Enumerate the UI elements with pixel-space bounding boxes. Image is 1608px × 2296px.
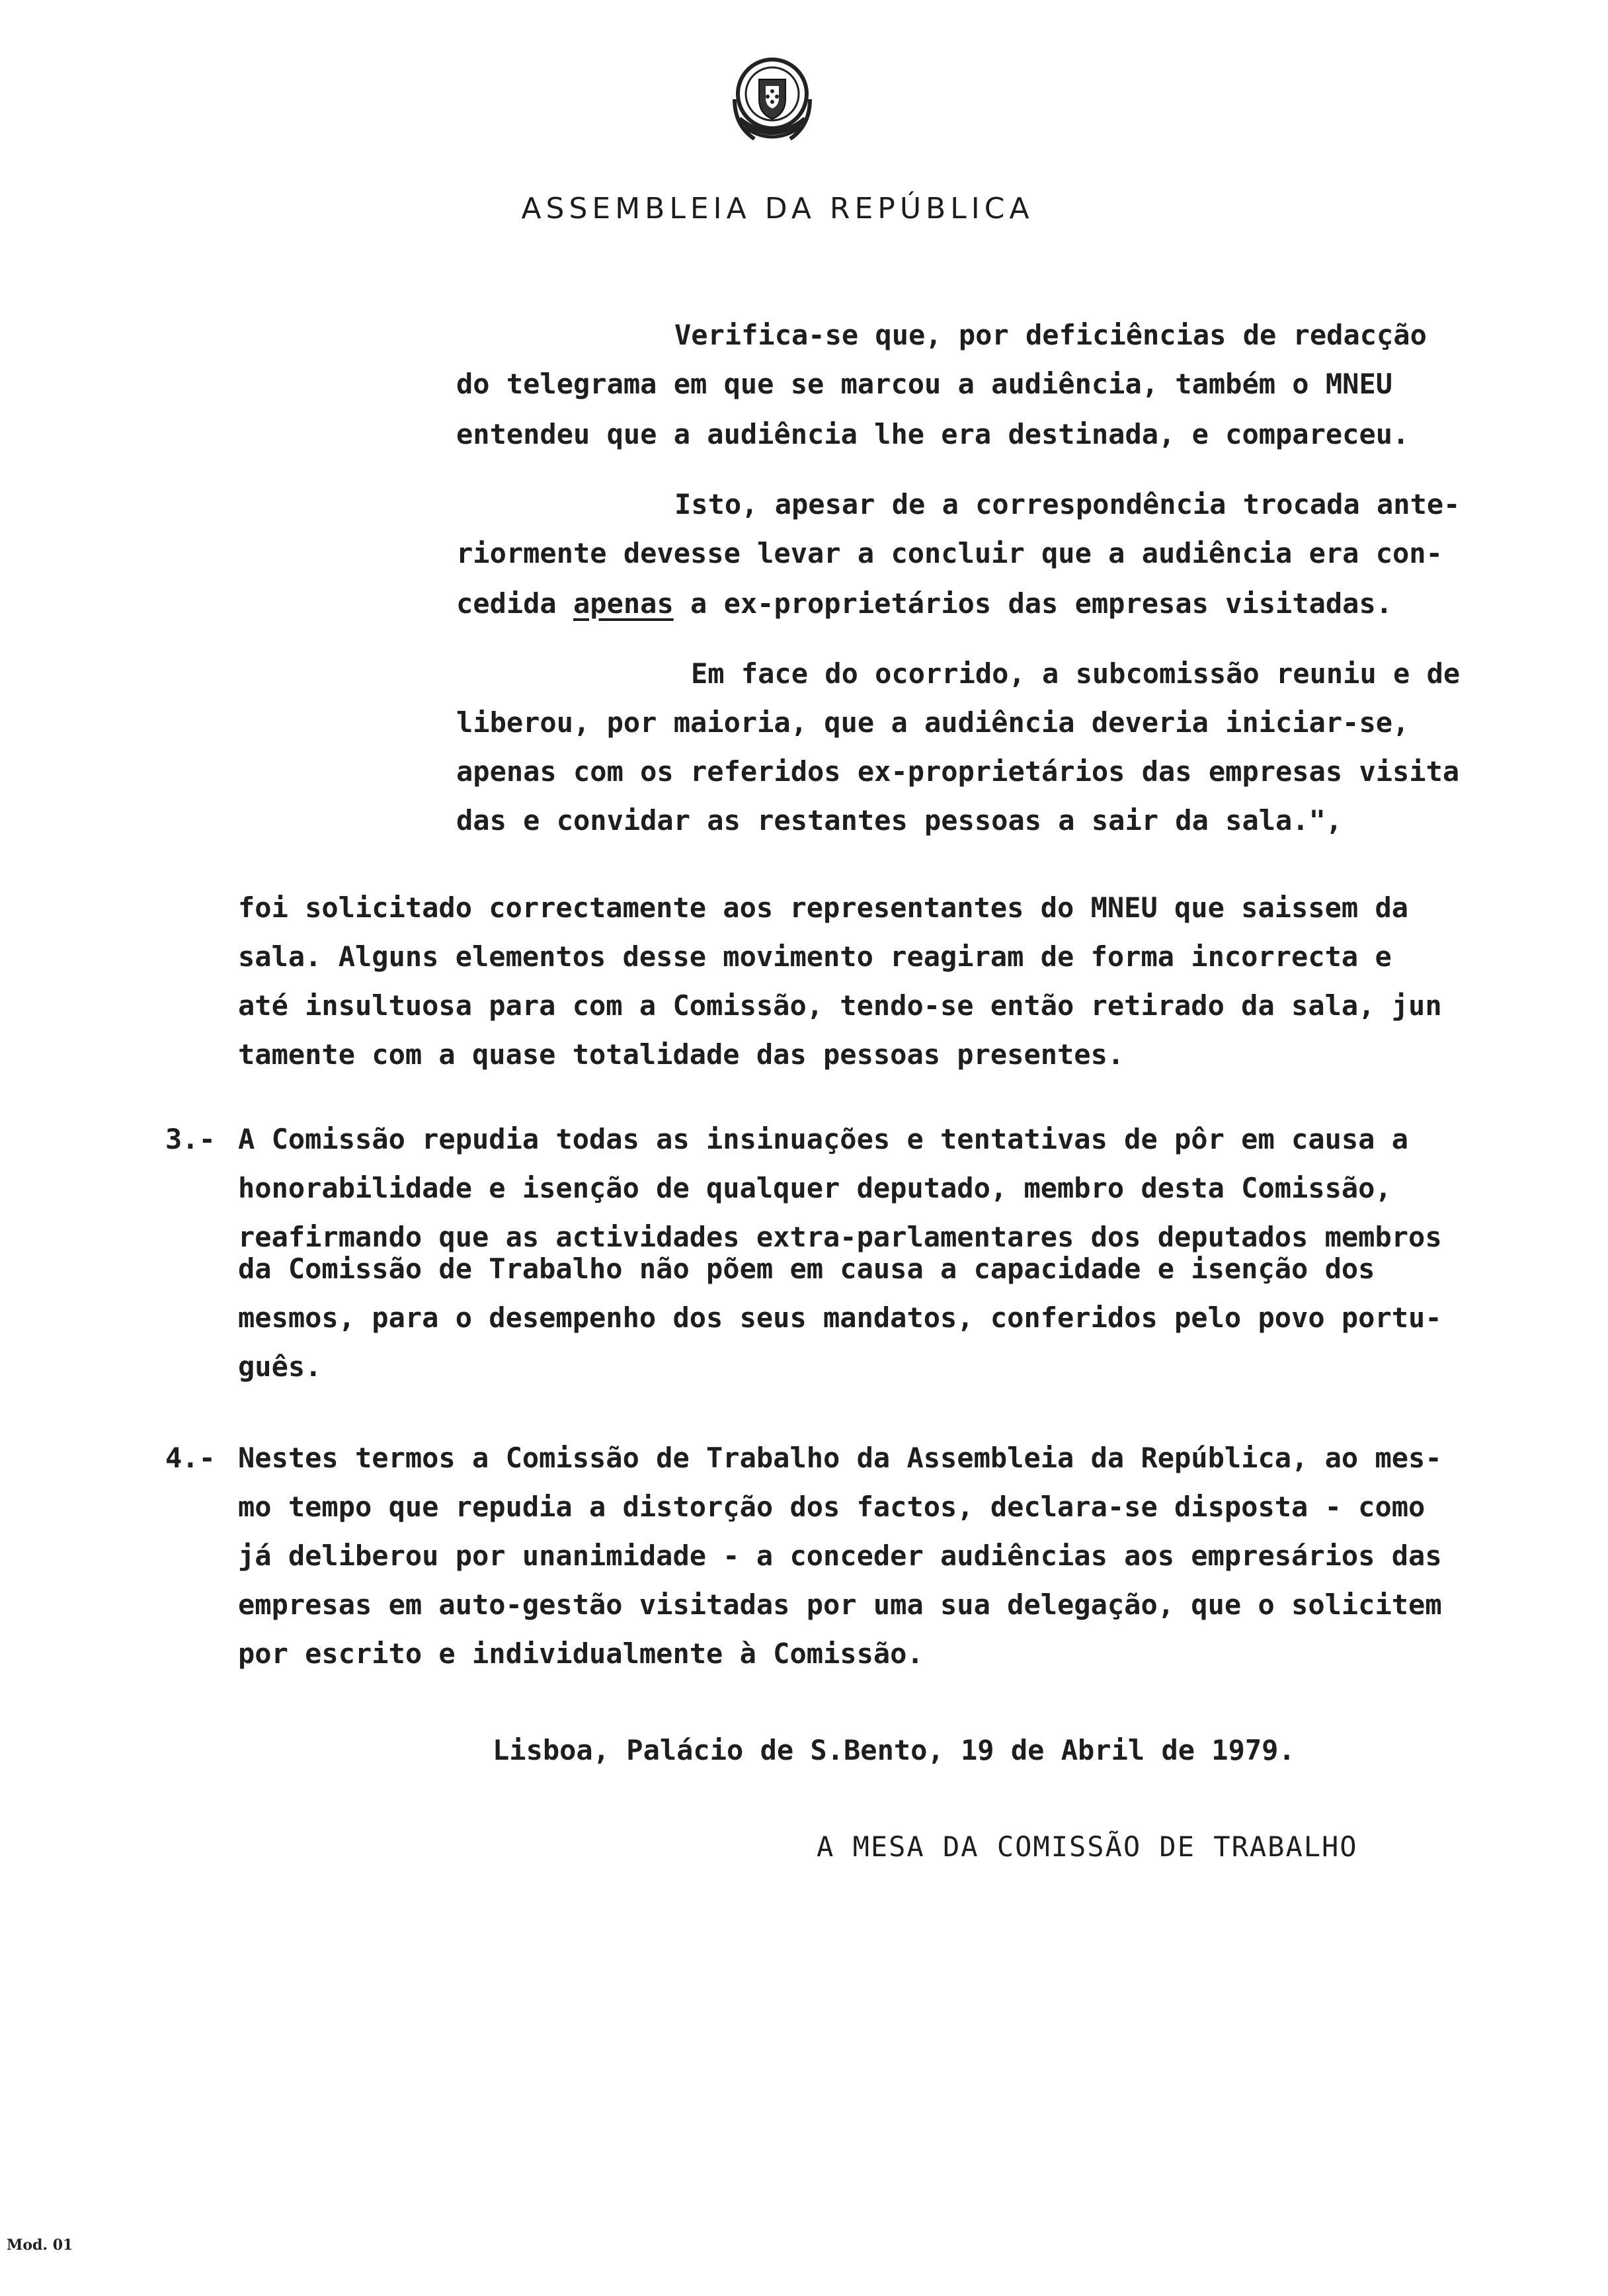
quoted-paragraph-3-line-3: apenas com os referidos ex-proprietários das empresas visita — [456, 755, 1460, 788]
continuation-line-4: tamente com a quase totalidade das pessoas presentes. — [238, 1038, 1125, 1071]
place-and-date: Lisboa, Palácio de S.Bento, 19 de Abril de 1979. — [493, 1734, 1295, 1766]
signature-committee: A MESA DA COMISSÃO DE TRABALHO — [817, 1830, 1358, 1863]
underlined-word: apenas — [573, 587, 674, 620]
item-3-line-1: A Comissão repudia todas as insinuações e tentativas de pôr em causa a — [238, 1123, 1409, 1155]
item-3-line-3: reafirmando que as actividades extra-parlamentares dos deputados membros — [238, 1221, 1442, 1253]
item-4-line-5: por escrito e individualmente à Comissão. — [238, 1637, 924, 1670]
item-3-line-4: da Comissão de Trabalho não põem em causa a capacidade e isenção dos — [238, 1252, 1375, 1285]
continuation-line-2: sala. Alguns elementos desse movimento reagiram de forma incorrecta e — [238, 940, 1392, 973]
text-after-underline: a ex-proprietários das empresas visitadas. — [673, 587, 1393, 620]
quoted-paragraph-2-line-2: riormente devesse levar a concluir que a audiência era con- — [456, 537, 1443, 569]
item-4-line-2: mo tempo que repudia a distorção dos factos, declara-se disposta - como — [238, 1491, 1426, 1523]
item-4-number: 4.- — [165, 1442, 216, 1474]
item-3-line-2: honorabilidade e isenção de qualquer deputado, membro desta Comissão, — [238, 1172, 1392, 1204]
coat-of-arms-emblem — [729, 53, 815, 152]
item-3-number: 3.- — [165, 1123, 216, 1155]
quoted-paragraph-3-line-4: das e convidar as restantes pessoas a sair da sala.", — [456, 804, 1343, 837]
continuation-line-3: até insultuosa para com a Comissão, tendo-se então retirado da sala, jun — [238, 989, 1442, 1022]
quoted-paragraph-3-line-2: liberou, por maioria, que a audiência deveria iniciar-se, — [456, 706, 1410, 739]
institution-header: ASSEMBLEIA DA REPÚBLICA — [521, 192, 1034, 226]
item-4-line-4: empresas em auto-gestão visitadas por uma sua delegação, que o solicitem — [238, 1588, 1442, 1621]
quoted-paragraph-2-line-1: Isto, apesar de a correspondência trocada ante- — [674, 488, 1461, 520]
quoted-paragraph-1-line-3: entendeu que a audiência lhe era destinada, e compareceu. — [456, 418, 1410, 450]
quoted-paragraph-1-line-2: do telegrama em que se marcou a audiência, também o MNEU — [456, 368, 1393, 400]
item-4-line-3: já deliberou por unanimidade - a conceder audiências aos empresários das — [238, 1539, 1442, 1572]
quoted-paragraph-1-line-1: Verifica-se que, por deficiências de redacção — [674, 319, 1427, 351]
item-4-line-1: Nestes termos a Comissão de Trabalho da Assembleia da República, ao mes- — [238, 1442, 1442, 1474]
quoted-paragraph-2-line-3 — [456, 587, 1392, 620]
form-code: Mod. 01 — [7, 2236, 73, 2254]
item-3-line-5: mesmos, para o desempenho dos seus mandatos, conferidos pelo povo portu- — [238, 1301, 1442, 1334]
continuation-line-1: foi solicitado correctamente aos representantes do MNEU que saissem da — [238, 891, 1409, 924]
quoted-paragraph-3-line-1: Em face do ocorrido, a subcomissão reuniu e de — [691, 657, 1461, 690]
text-before-underline: cedida — [456, 587, 574, 620]
item-3-line-6: guês. — [238, 1350, 322, 1383]
